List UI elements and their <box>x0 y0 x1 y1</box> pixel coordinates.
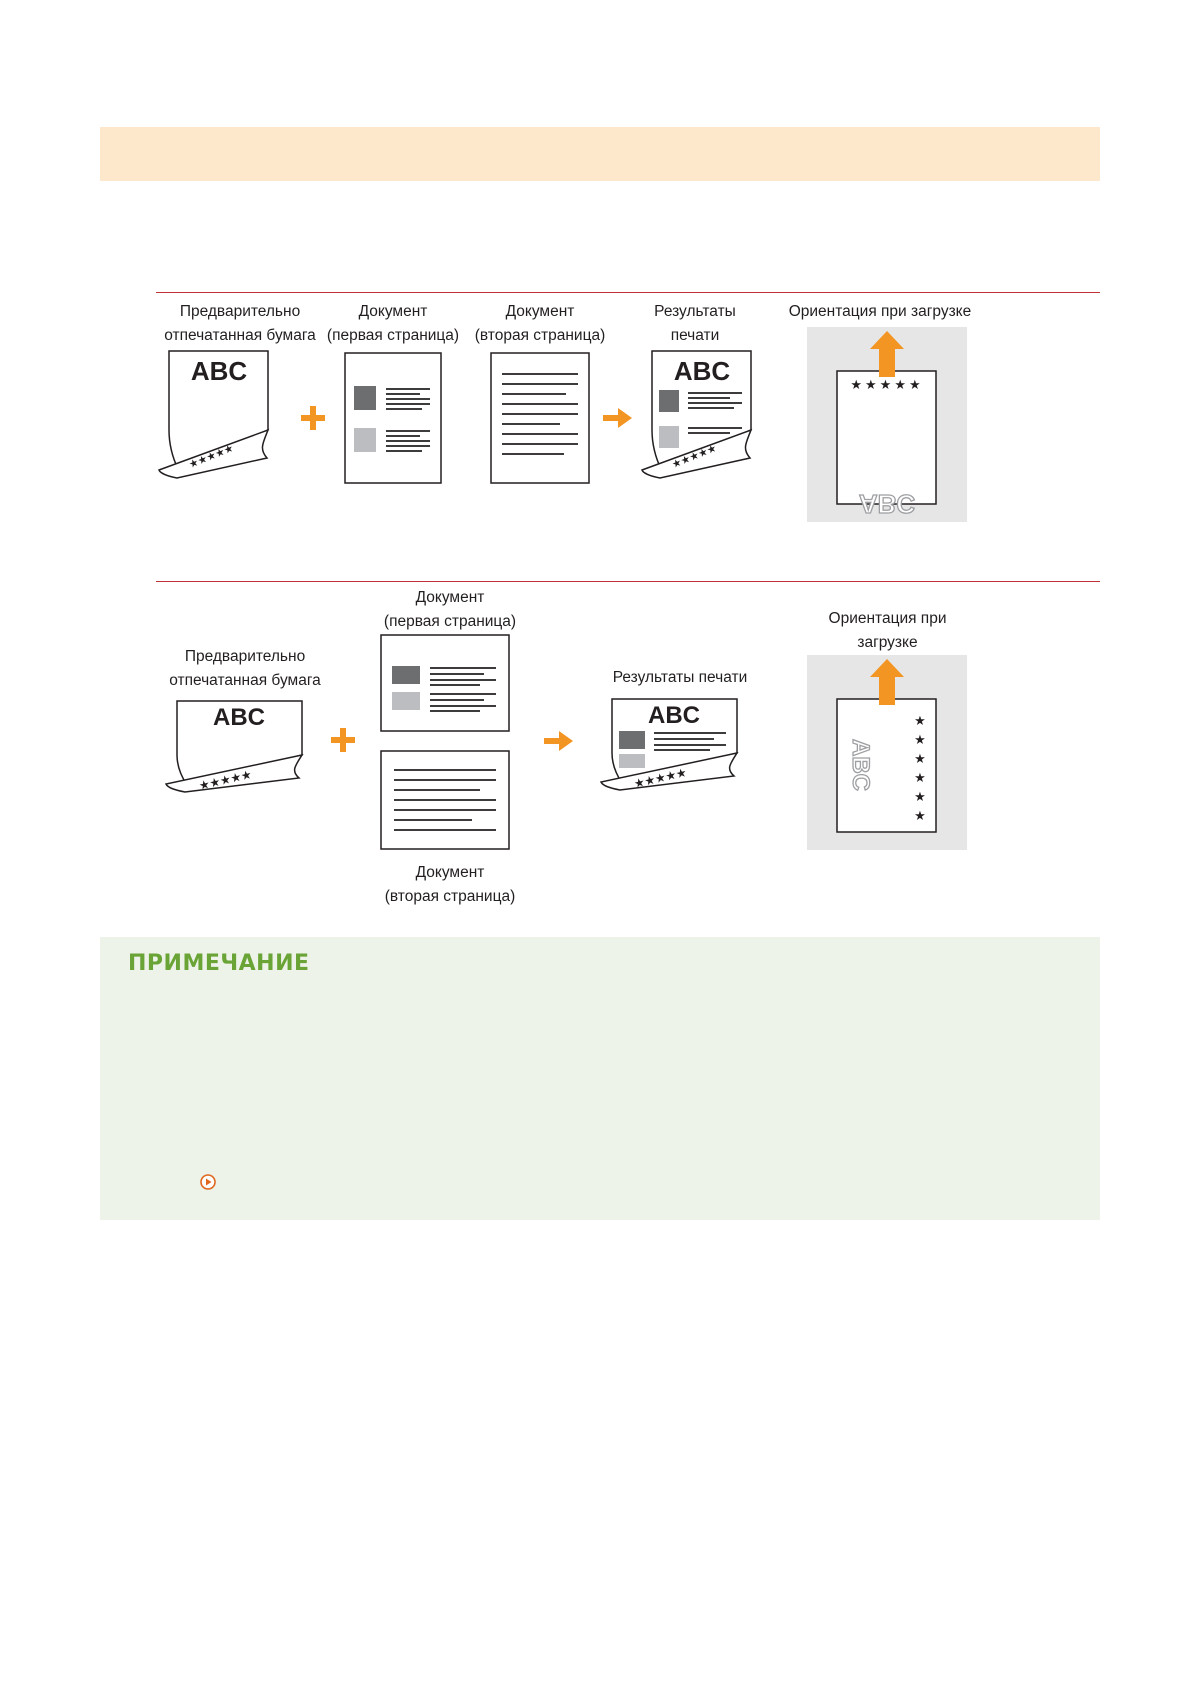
svg-text:ABC: ABC <box>847 739 874 791</box>
loading-orientation-figure <box>807 655 967 850</box>
svg-text:★: ★ <box>914 752 926 767</box>
document-second-page <box>380 750 510 850</box>
plus-icon <box>330 727 356 753</box>
preprinted-paper-sheet <box>163 700 308 795</box>
document-first-page <box>380 634 510 732</box>
plus-icon <box>300 405 326 431</box>
abc-text: ABC <box>648 702 700 729</box>
mirrored-abc-text <box>859 489 916 519</box>
loading-orientation-figure <box>807 327 967 522</box>
document-second-page <box>490 352 590 484</box>
svg-text:★: ★ <box>914 809 926 824</box>
print-result-sheet <box>598 698 743 793</box>
document-first-page-label: Документ (первая страница) <box>383 589 517 630</box>
svg-text:★: ★ <box>914 733 926 748</box>
svg-text:★: ★ <box>914 771 926 786</box>
print-result-label: Результаты печати <box>654 303 736 344</box>
section-banner <box>100 127 1100 181</box>
note-title: ПРИМЕЧАНИЕ <box>128 951 310 976</box>
loading-orientation-label: Ориентация при загрузке <box>828 610 947 651</box>
preprinted-paper-label: Предварительно отпечатанная бумага <box>164 303 316 344</box>
note-box <box>100 937 1100 1220</box>
document-second-page-label: Документ (вторая страница) <box>474 303 606 344</box>
abc-text: ABC <box>673 356 731 386</box>
print-result-label: Результаты печати <box>612 669 748 686</box>
section-rule <box>156 581 1100 582</box>
document-first-page <box>344 352 442 484</box>
arrow-right-icon <box>543 729 575 753</box>
abc-text: ABC <box>190 356 248 386</box>
preprinted-paper-label: Предварительно отпечатанная бумага <box>169 648 321 689</box>
loading-orientation-label: Ориентация при загрузке <box>788 303 972 320</box>
document-second-page-label: Документ (вторая страница) <box>384 864 516 905</box>
abc-text: ABC <box>213 704 265 731</box>
svg-text:★: ★ <box>914 714 926 729</box>
document-first-page-label: Документ (первая страница) <box>326 303 460 344</box>
rotated-abc-text <box>847 739 874 791</box>
svg-text:ABC: ABC <box>858 489 916 519</box>
preprinted-paper-sheet <box>155 350 275 480</box>
play-circle-icon[interactable] <box>200 1174 216 1190</box>
stars-row: ★★★★★ <box>850 378 924 393</box>
print-result-sheet <box>638 350 758 480</box>
arrow-right-icon <box>602 406 634 430</box>
section-rule <box>156 292 1100 293</box>
svg-text:★: ★ <box>914 790 926 805</box>
